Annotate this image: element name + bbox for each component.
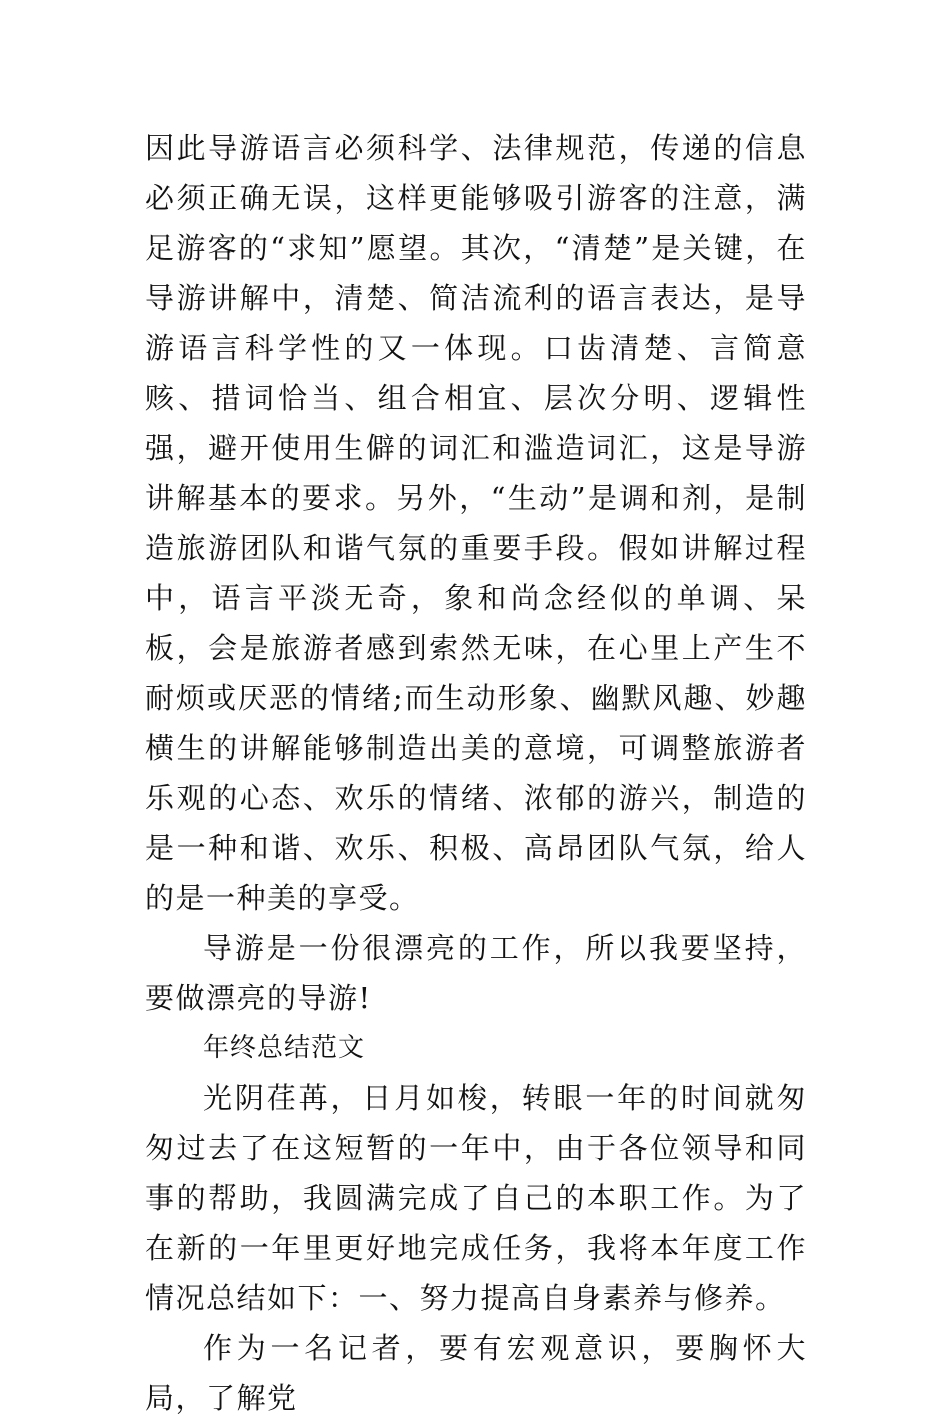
paragraph-year-summary-intro: 光阴荏苒，日月如梭，转眼一年的时间就匆匆过去了在这短暂的一年中，由于各位领导和同事的帮助，我圆满完成了自己的本职工作。为了在新的一年里更好地完成任务，我将本年度工作情况总结如下：一、努力提高自身素养与修养。 [145, 1081, 807, 1315]
document-body [145, 123, 807, 1423]
paragraph-tour-guide-conclusion: 导游是一份很漂亮的工作，所以我要坚持，要做漂亮的导游! [145, 931, 807, 1015]
paragraph-reporter-awareness: 作为一名记者，要有宏观意识，要胸怀大局，了解党 [145, 1331, 807, 1415]
paragraph-tour-guide-language: 因此导游语言必须科学、法律规范，传递的信息必须正确无误，这样更能够吸引游客的注意，满足游客的“求知”愿望。其次，“清楚”是关键，在导游讲解中，清楚、简洁流利的语言表达，是导游语言科学性的又一体现。口齿清楚、言简意赅、措词恰当、组合相宜、层次分明、逻辑性强，避开使用生僻的词汇和滥造词汇，这是导游讲解基本的要求。另外，“生动”是调和剂，是制造旅游团队和谐气氛的重要手段。假如讲解过程中，语言平淡无奇，象和尚念经似的单调、呆板，会是旅游者感到索然无味，在心里上产生不耐烦或厌恶的情绪;而生动形象、幽默风趣、妙趣横生的讲解能够制造出美的意境，可调整旅游者乐观的心态、欢乐的情绪、浓郁的游兴，制造的是一种和谐、欢乐、积极、高昂团队气氛，给人的是一种美的享受。 [145, 131, 807, 915]
section-heading: 年终总结范文 [203, 1033, 366, 1063]
